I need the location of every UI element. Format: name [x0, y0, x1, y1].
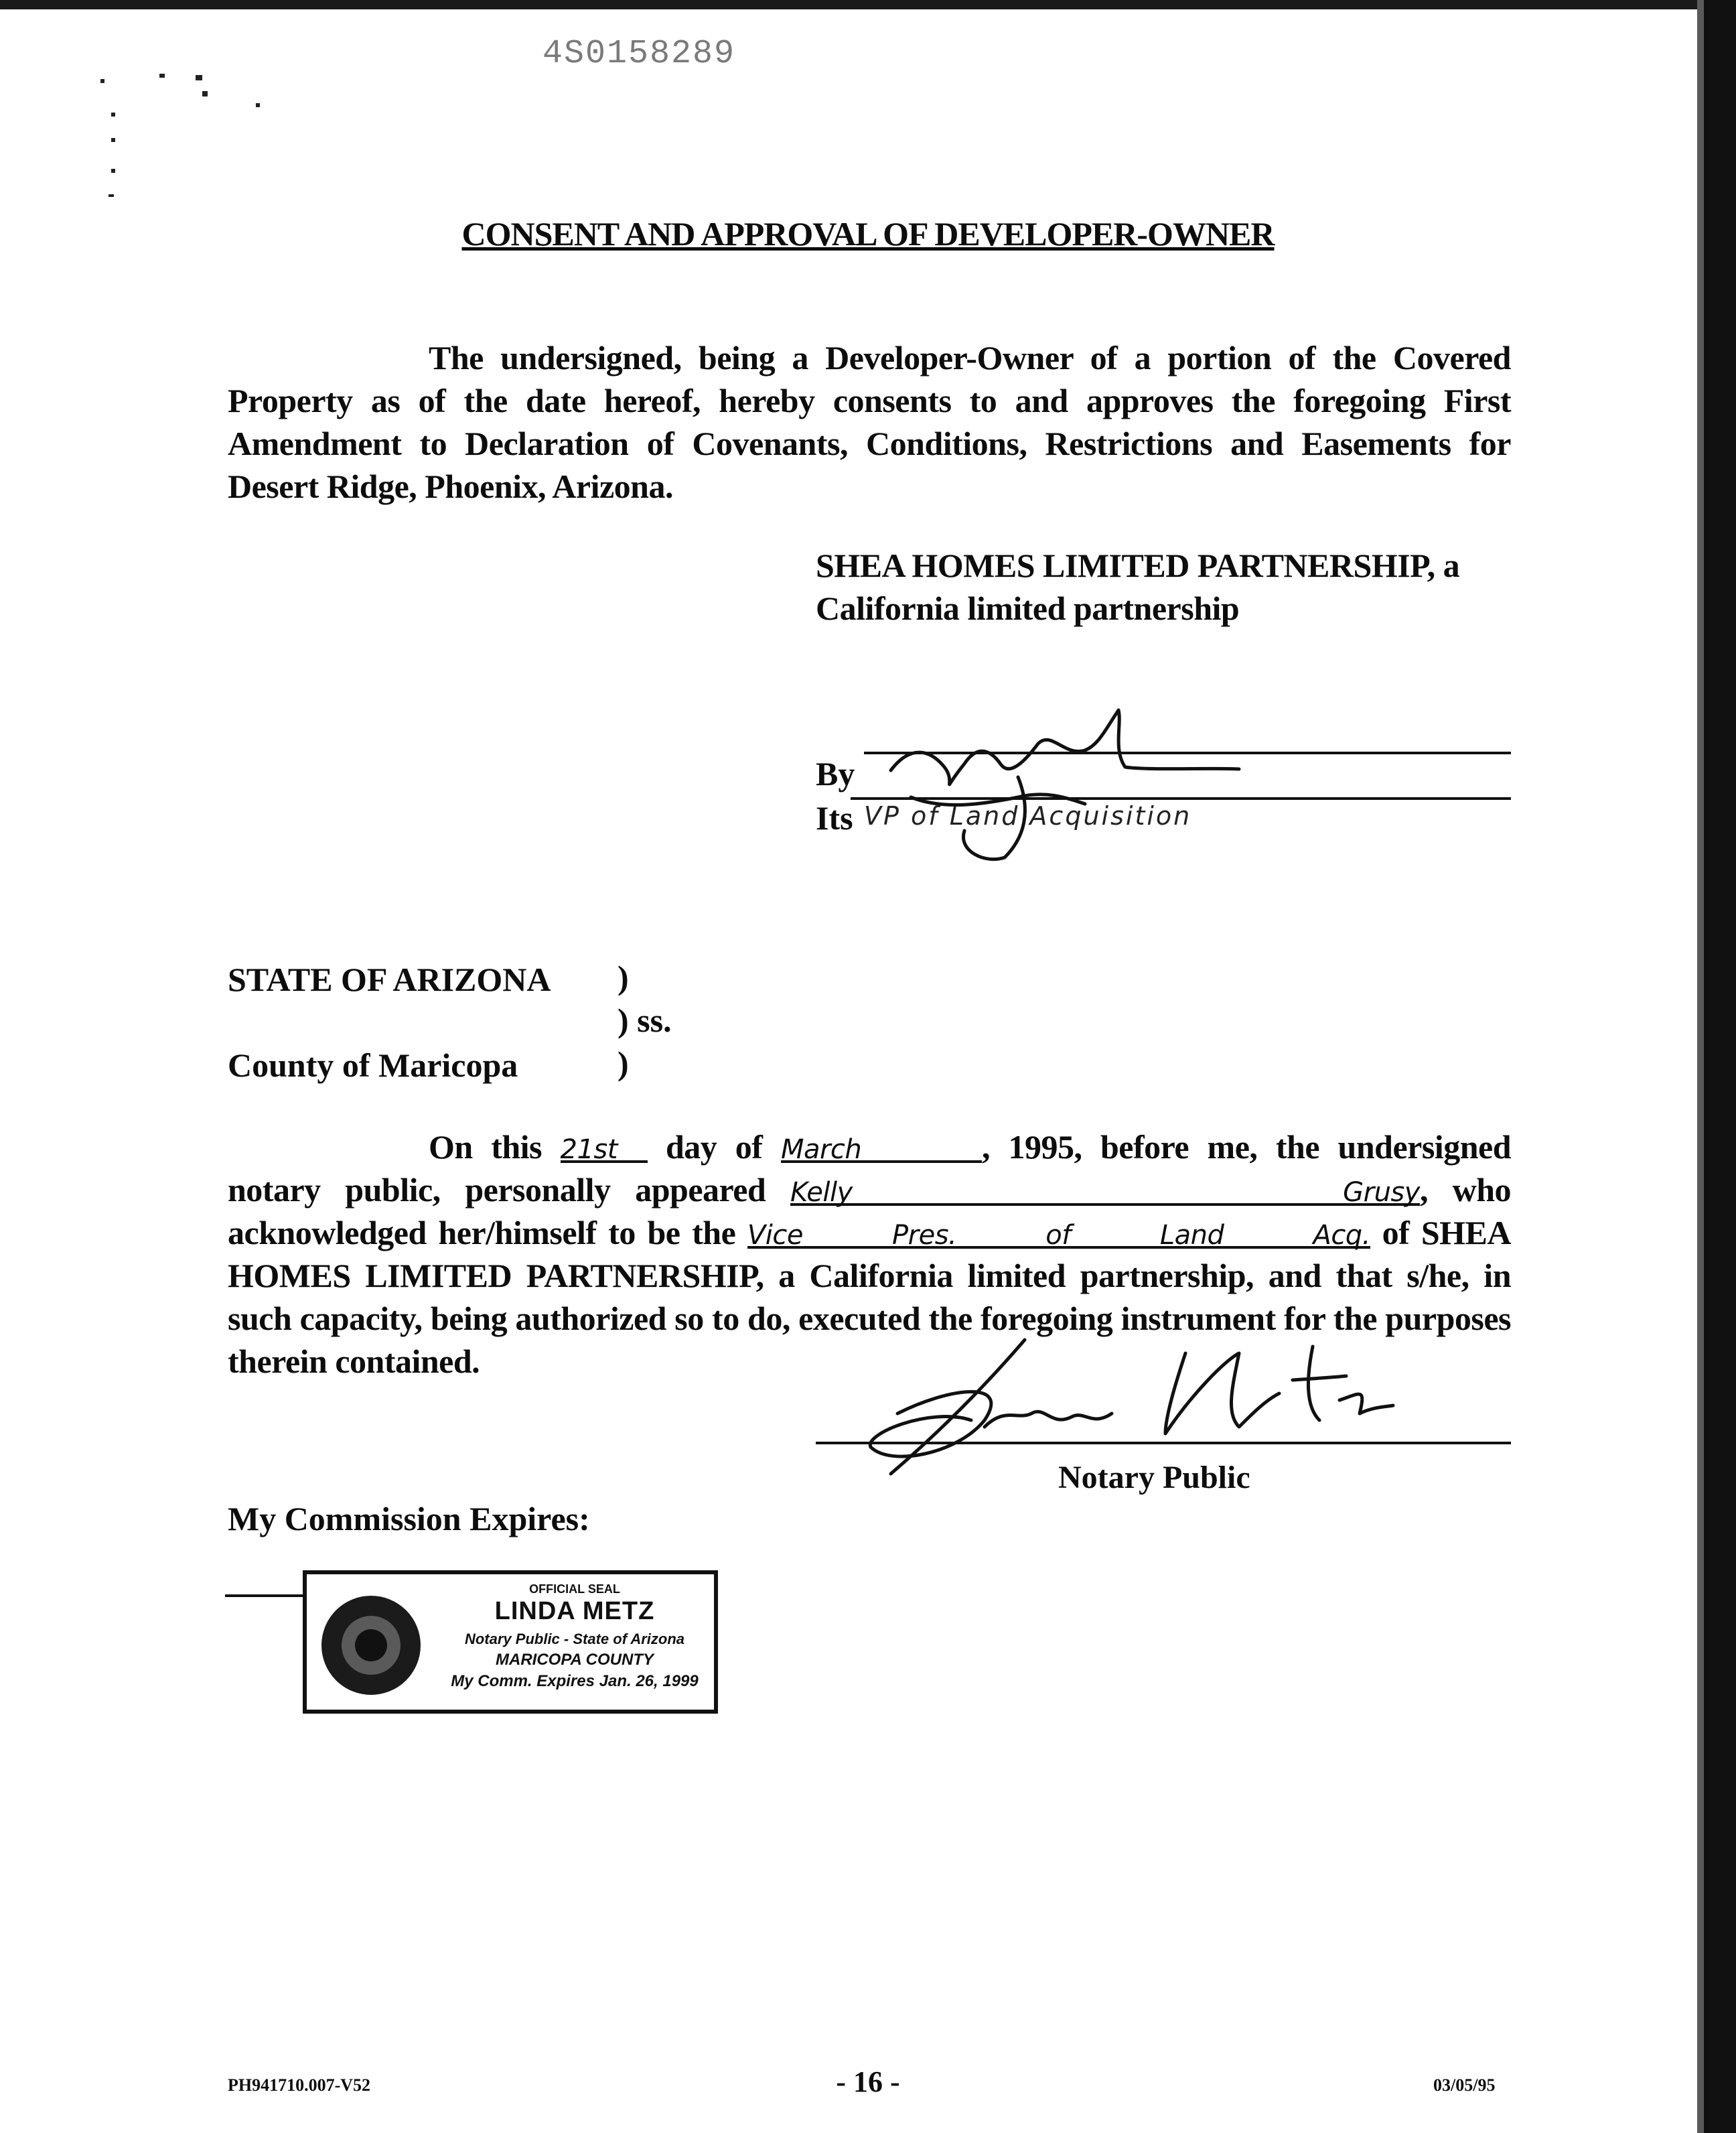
scan-speck: [202, 91, 208, 96]
acknowledged-text: acknowledged her/himself to be the: [228, 1214, 736, 1251]
commission-line: [225, 1594, 305, 1597]
who-text: , who: [1419, 1171, 1512, 1209]
scan-speck: [256, 103, 260, 107]
footer-date: 03/05/95: [1433, 2075, 1496, 2095]
year-text: , 1995, before me, the undersigned: [981, 1128, 1512, 1166]
scan-edge-top: [0, 0, 1736, 9]
scan-speck: [111, 113, 115, 117]
seal-official-text: OFFICIAL SEAL: [529, 1582, 620, 1596]
its-handwritten: VP of Land Acquisition: [864, 801, 1192, 831]
signatory-company: [816, 544, 1459, 630]
company-type: California limited partnership: [816, 590, 1240, 627]
scan-speck: [111, 169, 115, 173]
appeared-text: notary public, personally appeared: [228, 1171, 766, 1209]
ack-line-2: [228, 1168, 1511, 1211]
of-shea-text: of SHEA: [1382, 1214, 1512, 1251]
consent-paragraph: The undersigned, being a Developer-Owner of a portion of the Covered Property as of the date hereof, hereby consents to and approves the foregoing First Amendment to Declaration of Covenants, Conditions, Restrictions and Easements for Desert Ridge, Phoenix, Arizona.: [228, 339, 1511, 505]
on-this-text: On this: [429, 1128, 542, 1166]
month-field: March: [781, 1128, 982, 1163]
venue-spacer: [228, 1001, 551, 1044]
ack-line-3: [228, 1211, 1511, 1254]
day-field: 21st: [561, 1128, 648, 1163]
scan-speck: [159, 74, 165, 78]
state-seal-icon: [321, 1596, 421, 1695]
notary-seal-stamp: [303, 1570, 718, 1714]
page-number: - 16 -: [836, 2065, 900, 2098]
seal-expiration: My Comm. Expires Jan. 26, 1999: [451, 1672, 699, 1690]
venue-block: [228, 958, 551, 1087]
its-label: Its: [816, 799, 853, 837]
ack-line-1: [228, 1125, 1511, 1168]
paren-top: ): [618, 959, 629, 996]
document-number: 4S0158289: [542, 35, 736, 73]
seal-notary-title: Notary Public - State of Arizona: [464, 1631, 684, 1647]
commission-expires-label: My Commission Expires:: [228, 1500, 590, 1537]
company-name: SHEA HOMES LIMITED PARTNERSHIP, a: [816, 547, 1460, 584]
scan-edge-right-shadow: [1697, 0, 1704, 2133]
ack-remainder: HOMES LIMITED PARTNERSHIP, a California limited partnership, and that s/he, in such capacity, being authorized so to do, executed the foregoing instrument for the purposes therein contained.: [228, 1257, 1511, 1380]
seal-notary-name: LINDA METZ: [494, 1597, 655, 1625]
notary-signature-line: [816, 1442, 1511, 1444]
document-title: CONSENT AND APPROVAL OF DEVELOPER-OWNER: [461, 215, 1275, 253]
developer-signature: [864, 703, 1266, 857]
seal-county: MARICOPA COUNTY: [496, 1651, 654, 1669]
state-label: STATE OF ARIZONA: [228, 961, 551, 998]
day-of-text: day of: [666, 1128, 763, 1166]
by-label: By: [816, 755, 855, 793]
scan-speck: [108, 194, 114, 197]
notary-public-label: Notary Public: [1058, 1460, 1250, 1495]
county-label: County of Maricopa: [228, 1046, 518, 1084]
paren-bottom: ): [618, 1044, 629, 1082]
scan-speck: [111, 138, 115, 142]
scan-speck: [196, 75, 202, 80]
officer-title-field: Vice Pres. of Land Acq.: [747, 1214, 1370, 1249]
ss-label: ) ss.: [618, 1002, 672, 1039]
scan-speck: [100, 79, 104, 83]
scan-edge-right: [1704, 0, 1736, 2133]
footer-document-code: PH941710.007-V52: [228, 2075, 371, 2095]
person-field: Kelly Grusy: [790, 1171, 1420, 1206]
